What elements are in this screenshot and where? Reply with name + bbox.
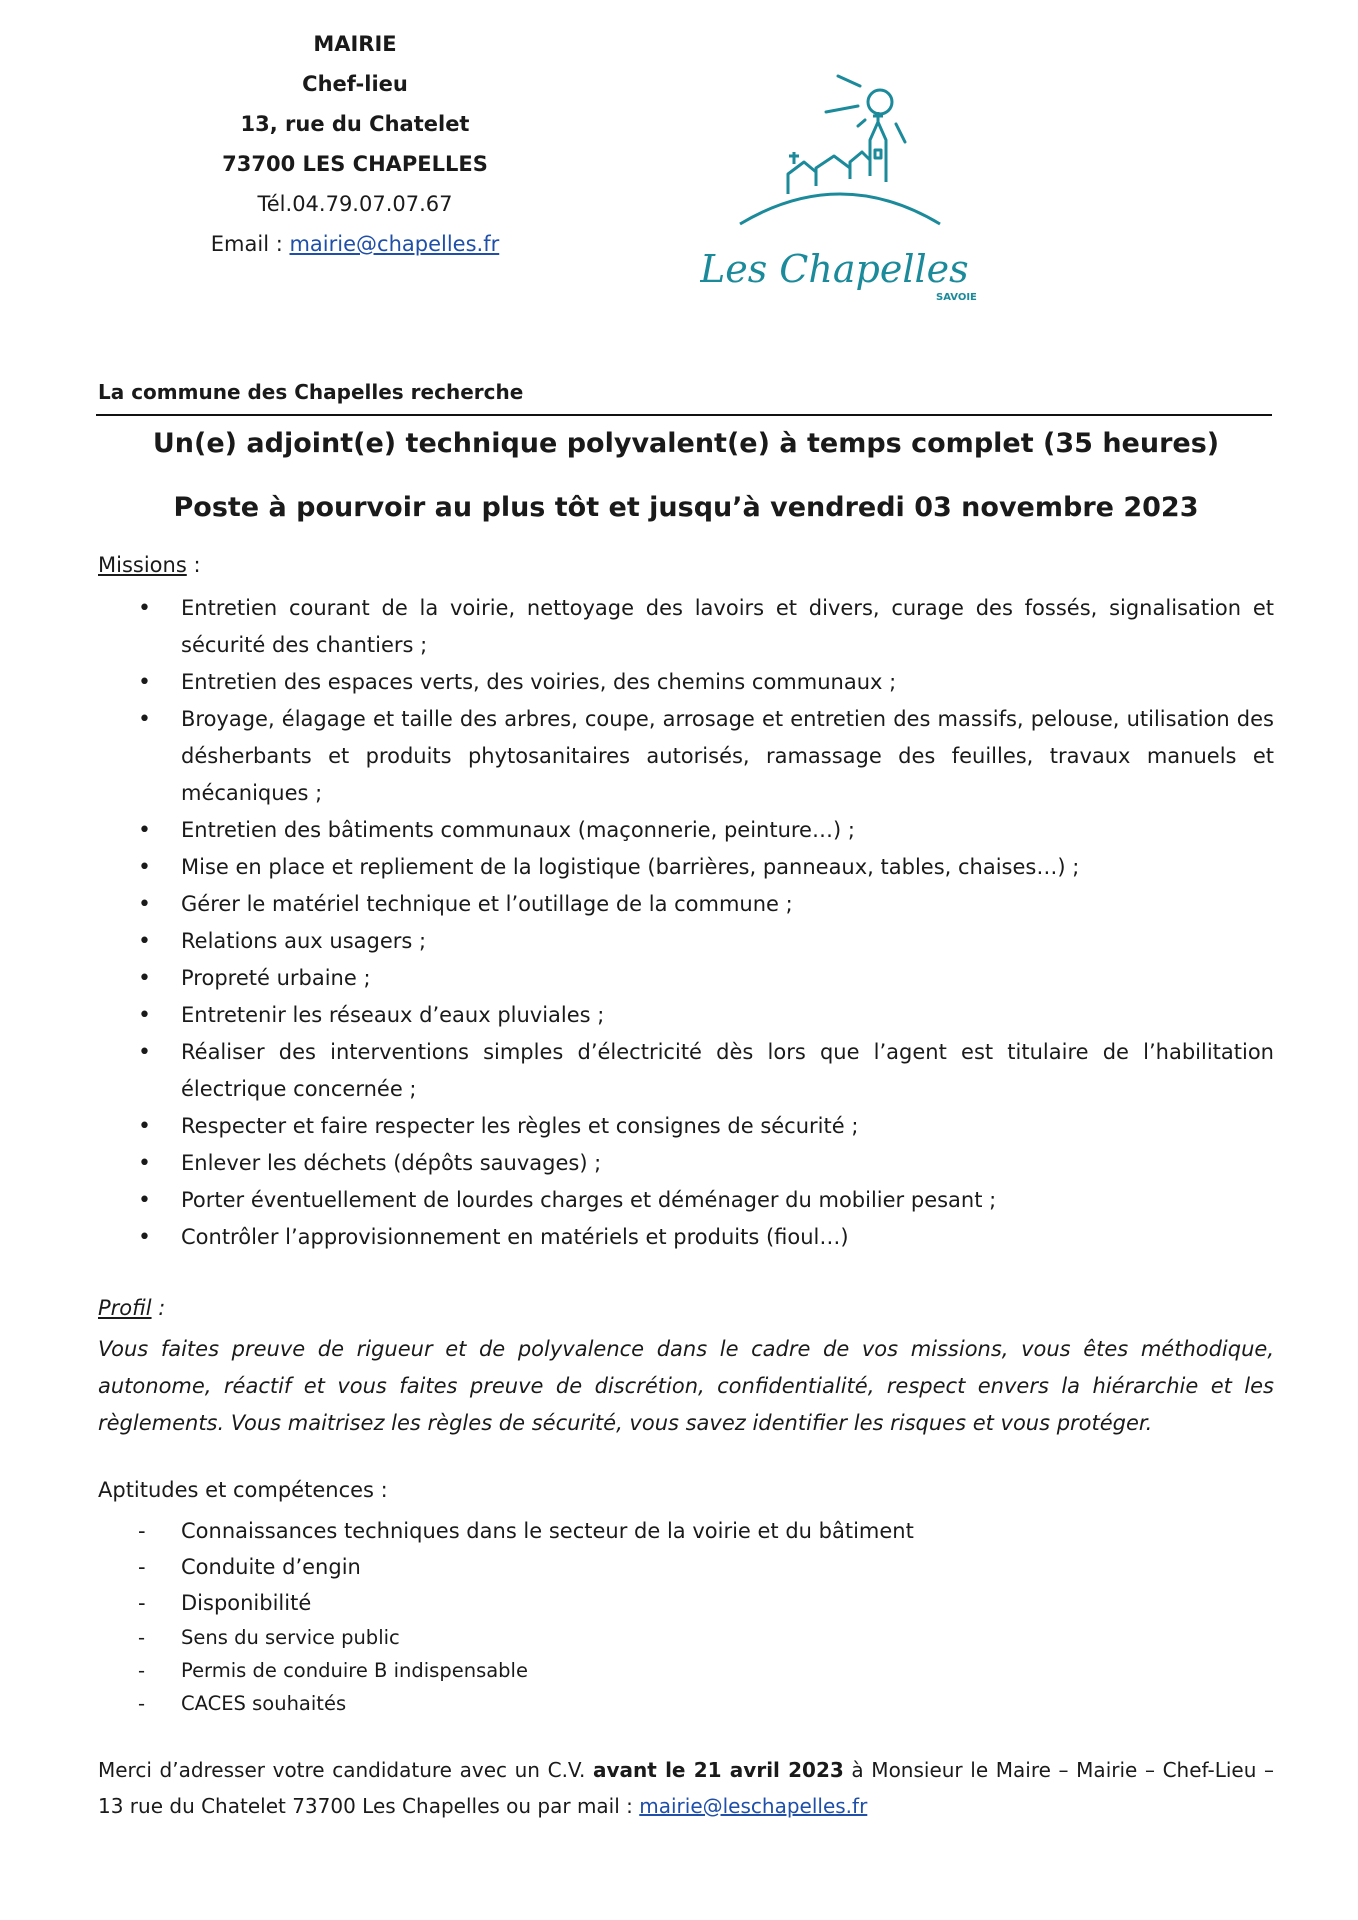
bullet-icon: • bbox=[138, 707, 151, 732]
sun-icon bbox=[826, 76, 905, 142]
mission-text: Respecter et faire respecter les règles et consignes de sécurité ; bbox=[181, 1114, 859, 1138]
profil-label: Profil bbox=[98, 1296, 152, 1320]
village-icon bbox=[740, 112, 940, 224]
mission-text: Entretenir les réseaux d’eaux pluviales ; bbox=[181, 1003, 605, 1027]
aptitude-text: Conduite d’engin bbox=[181, 1555, 361, 1579]
missions-list bbox=[98, 590, 1274, 1256]
bullet-icon: • bbox=[138, 1151, 151, 1176]
mission-text: Mise en place et repliement de la logistique (barrières, panneaux, tables, chaises…) ; bbox=[181, 855, 1080, 879]
list-item bbox=[98, 960, 1274, 997]
email-label: Email : bbox=[210, 232, 290, 256]
job-deadline: Poste à pourvoir au plus tôt et jusqu’à vendredi 03 novembre 2023 bbox=[173, 492, 1199, 523]
profil-heading bbox=[98, 1296, 165, 1320]
aptitudes-list bbox=[98, 1513, 1274, 1720]
list-item bbox=[98, 849, 1274, 886]
les-chapelles-logo bbox=[700, 64, 1000, 304]
bullet-icon: • bbox=[138, 818, 151, 843]
mission-text: Broyage, élagage et taille des arbres, coupe, arrosage et entretien des massifs, pelouse, utilisation des désherbants et produits phytosanitaires autorisés, ramassage des feuilles, travaux manuels et mécaniques ; bbox=[181, 707, 1274, 805]
list-item bbox=[98, 1585, 1274, 1621]
mission-text: Porter éventuellement de lourdes charges et déménager du mobilier pesant ; bbox=[181, 1188, 997, 1212]
dash-icon: - bbox=[138, 1626, 146, 1649]
list-item bbox=[98, 997, 1274, 1034]
bullet-icon: • bbox=[138, 1114, 151, 1139]
dash-icon: - bbox=[138, 1591, 146, 1615]
header-email-link[interactable]: mairie@chapelles.fr bbox=[289, 232, 500, 256]
bullet-icon: • bbox=[138, 966, 151, 991]
list-item bbox=[98, 664, 1274, 701]
list-item bbox=[98, 1034, 1274, 1108]
list-item bbox=[98, 923, 1274, 960]
place-name: Chef-lieu bbox=[302, 72, 408, 96]
aptitude-text: Disponibilité bbox=[181, 1591, 312, 1615]
phone-number: Tél.04.79.07.07.67 bbox=[257, 192, 453, 216]
list-item bbox=[98, 1654, 1274, 1687]
email-line bbox=[200, 224, 510, 264]
intro-line: La commune des Chapelles recherche bbox=[98, 380, 524, 404]
list-item bbox=[98, 1549, 1274, 1585]
profil-colon: : bbox=[151, 1296, 166, 1320]
list-item bbox=[98, 1219, 1274, 1256]
aptitude-text: Connaissances techniques dans le secteur de la voirie et du bâtiment bbox=[181, 1519, 914, 1543]
mission-text: Entretien des espaces verts, des voiries, des chemins communaux ; bbox=[181, 670, 897, 694]
bullet-icon: • bbox=[138, 1188, 151, 1213]
missions-colon: : bbox=[186, 553, 201, 577]
aptitude-text: Permis de conduire B indispensable bbox=[181, 1659, 528, 1682]
logo-wordmark: Les Chapelles bbox=[700, 247, 969, 291]
application-instructions bbox=[98, 1752, 1274, 1824]
footer-email-link[interactable]: mairie@leschapelles.fr bbox=[639, 1794, 868, 1818]
dash-icon: - bbox=[138, 1555, 146, 1579]
list-item bbox=[98, 1145, 1274, 1182]
dash-icon: - bbox=[138, 1692, 146, 1715]
mission-text: Entretien courant de la voirie, nettoyage des lavoirs et divers, curage des fossés, signalisation et sécurité des chantiers ; bbox=[181, 596, 1274, 657]
aptitudes-heading: Aptitudes et compétences : bbox=[98, 1478, 388, 1502]
list-item bbox=[98, 812, 1274, 849]
bullet-icon: • bbox=[138, 670, 151, 695]
dash-icon: - bbox=[138, 1659, 146, 1682]
town-hall-address bbox=[200, 24, 510, 264]
mission-text: Propreté urbaine ; bbox=[181, 966, 371, 990]
logo-region: SAVOIE bbox=[936, 292, 977, 303]
mission-text: Enlever les déchets (dépôts sauvages) ; bbox=[181, 1151, 602, 1175]
title-divider bbox=[96, 414, 1272, 416]
bullet-icon: • bbox=[138, 1225, 151, 1250]
list-item bbox=[98, 1108, 1274, 1145]
dash-icon: - bbox=[138, 1519, 146, 1543]
footer-text-2: à Monsieur le Maire – Mairie – Chef-Lieu – 13 rue du Chatelet 73700 Les Chapelles ou par mail : bbox=[98, 1758, 1275, 1818]
mission-text: Gérer le matériel technique et l’outillage de la commune ; bbox=[181, 892, 793, 916]
list-item bbox=[98, 701, 1274, 812]
aptitude-text: Sens du service public bbox=[181, 1626, 400, 1649]
mission-text: Contrôler l’approvisionnement en matériels et produits (fioul…) bbox=[181, 1225, 849, 1249]
bullet-icon: • bbox=[138, 596, 151, 621]
aptitude-text: CACES souhaités bbox=[181, 1692, 347, 1715]
mission-text: Relations aux usagers ; bbox=[181, 929, 427, 953]
bullet-icon: • bbox=[138, 1003, 151, 1028]
list-item bbox=[98, 1513, 1274, 1549]
missions-heading bbox=[98, 553, 201, 577]
bullet-icon: • bbox=[138, 929, 151, 954]
list-item bbox=[98, 1182, 1274, 1219]
org-name: MAIRIE bbox=[313, 32, 397, 56]
bullet-icon: • bbox=[138, 892, 151, 917]
bullet-icon: • bbox=[138, 1040, 151, 1065]
mission-text: Entretien des bâtiments communaux (maçonnerie, peinture…) ; bbox=[181, 818, 855, 842]
city-line: 73700 LES CHAPELLES bbox=[222, 152, 488, 176]
list-item bbox=[98, 1621, 1274, 1654]
application-deadline: avant le 21 avril 2023 bbox=[593, 1758, 844, 1782]
missions-label: Missions bbox=[98, 553, 187, 577]
list-item bbox=[98, 886, 1274, 923]
list-item bbox=[98, 590, 1274, 664]
mission-text: Réaliser des interventions simples d’électricité dès lors que l’agent est titulaire de l’habilitation électrique concernée ; bbox=[181, 1040, 1274, 1101]
profil-text: Vous faites preuve de rigueur et de polyvalence dans le cadre de vos missions, vous êtes méthodique, autonome, réactif et vous faites preuve de discrétion, confidentialité, respect envers la hiérarchie et les règlements. Vous maitrisez les règles de sécurité, vous savez identifier les risques et vous protéger. bbox=[98, 1337, 1274, 1435]
job-title: Un(e) adjoint(e) technique polyvalent(e) à temps complet (35 heures) bbox=[152, 428, 1220, 459]
list-item bbox=[98, 1687, 1274, 1720]
street-address: 13, rue du Chatelet bbox=[240, 112, 470, 136]
footer-text-1: Merci d’adresser votre candidature avec un C.V. bbox=[98, 1758, 594, 1782]
bullet-icon: • bbox=[138, 855, 151, 880]
